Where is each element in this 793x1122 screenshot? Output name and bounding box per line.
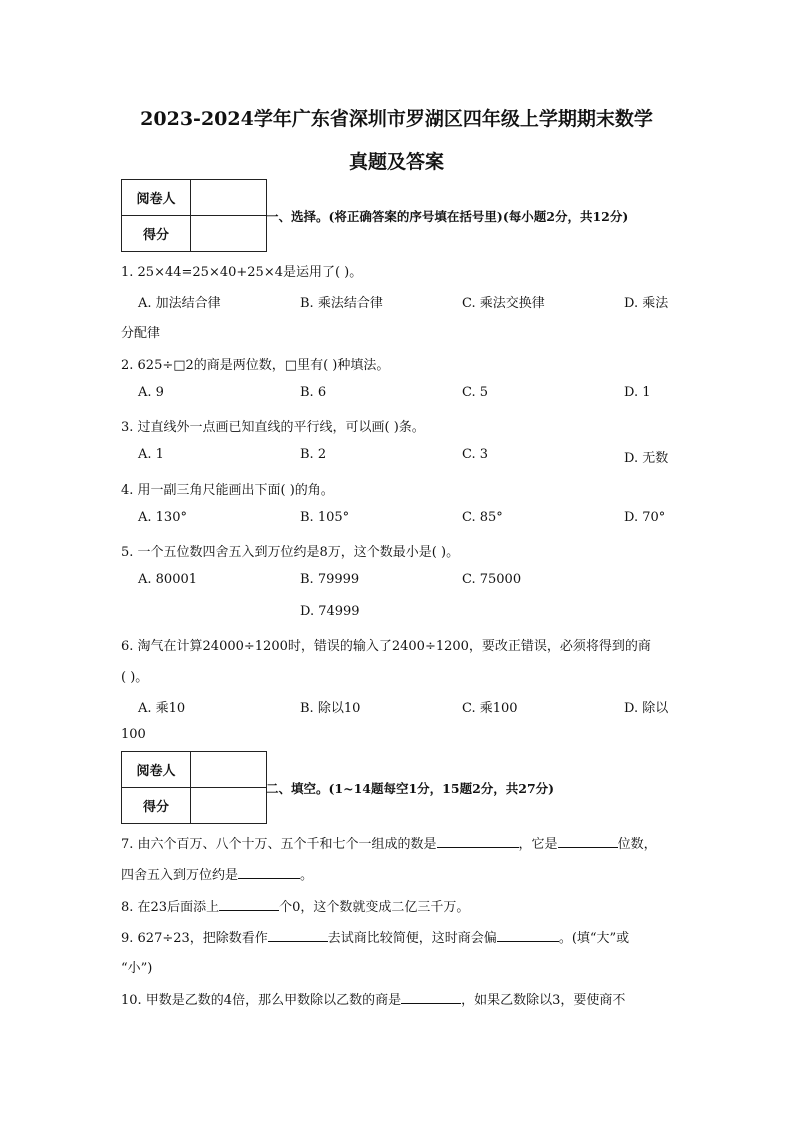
q9-blank-direction[interactable] [497,928,559,942]
score-label: 得分 [122,216,191,252]
q8-text-2: 个0，这个数就变成二亿三千万。 [279,900,470,915]
question-1-stem: 1. 25×44=25×40+25×4是运用了( )。 [121,265,363,280]
q1-option-a[interactable]: A. 加法结合律 [138,296,221,311]
question-5-stem: 5. 一个五位数四舍五入到万位约是8万，这个数最小是( )。 [121,545,460,560]
page-title-line2: 真题及答案 [348,151,444,173]
question-9-line2: “小”) [121,961,153,976]
q4-option-b[interactable]: B. 105° [300,510,350,525]
q6-option-d-cont: 100 [121,727,146,742]
q9-text-1: 9. 627÷23，把除数看作 [121,931,268,946]
question-6-stem-cont: ( )。 [121,670,149,685]
score-field[interactable] [191,788,267,824]
question-4-stem: 4. 用一副三角尺能画出下面( )的角。 [121,483,334,498]
q7-blank-rounded[interactable] [238,865,300,879]
q1-option-d[interactable]: D. 乘法 [624,296,669,311]
question-10 [121,989,625,1008]
score-label: 得分 [122,788,191,824]
q10-blank[interactable] [401,990,461,1004]
q7-text-1: 7. 由六个百万、八个十万、五个千和七个一组成的数是 [121,837,437,852]
q8-blank[interactable] [219,897,279,911]
page-title: 2023-2024学年广东省深圳市罗湖区四年级上学期期末数学 [140,108,653,130]
q4-option-c[interactable]: C. 85° [462,510,503,525]
q7-text-5: 。 [300,868,314,883]
q4-option-d[interactable]: D. 70° [624,510,666,525]
reader-field[interactable] [191,180,267,216]
q4-option-a[interactable]: A. 130° [138,510,187,525]
q6-option-c[interactable]: C. 乘100 [462,701,518,716]
q6-option-d[interactable]: D. 除以 [624,701,669,716]
q7-text-4: 四舍五入到万位约是 [121,868,239,883]
q3-option-c[interactable]: C. 3 [462,447,489,462]
q9-text-2: 去试商比较简便，这时商会偏 [327,931,497,946]
q7-text-2: ，它是 [518,837,558,852]
grading-box-1 [121,179,267,252]
score-field[interactable] [191,216,267,252]
q10-text-1: 10. 甲数是乙数的4倍，那么甲数除以乙数的商是 [121,993,402,1008]
q5-option-b[interactable]: B. 79999 [300,572,360,587]
q9-blank-divisor[interactable] [268,928,328,942]
q5-option-d[interactable]: D. 74999 [300,604,360,619]
question-7 [121,833,657,852]
q7-blank-digits[interactable] [558,834,618,848]
q7-text-3: 位数， [617,837,657,852]
section1-heading: 一、选择。(将正确答案的序号填在括号里)(每小题2分，共12分) [266,209,629,224]
question-8 [121,896,469,915]
q10-text-2: ，如果乙数除以3，要使商不 [461,993,626,1008]
q6-option-b[interactable]: B. 除以10 [300,701,361,716]
reader-label: 阅卷人 [122,752,191,788]
question-3-stem: 3. 过直线外一点画已知直线的平行线，可以画( )条。 [121,420,425,435]
question-6-stem: 6. 淘气在计算24000÷1200时，错误的输入了2400÷1200，要改正错误，必须将得到的商 [121,639,651,654]
q8-text-1: 8. 在23后面添上 [121,900,220,915]
q3-option-a[interactable]: A. 1 [138,447,164,462]
q2-option-b[interactable]: B. 6 [300,385,327,400]
reader-label: 阅卷人 [122,180,191,216]
q5-option-c[interactable]: C. 75000 [462,572,522,587]
q3-option-b[interactable]: B. 2 [300,447,327,462]
question-7-line2 [121,864,313,883]
q2-option-d[interactable]: D. 1 [624,385,651,400]
q2-option-c[interactable]: C. 5 [462,385,489,400]
q1-option-b[interactable]: B. 乘法结合律 [300,296,383,311]
q6-option-a[interactable]: A. 乘10 [138,701,186,716]
question-9 [121,927,629,946]
q5-option-a[interactable]: A. 80001 [138,572,198,587]
grading-box-2 [121,751,267,824]
q1-option-c[interactable]: C. 乘法交换律 [462,296,545,311]
section2-heading: 二、填空。(1~14题每空1分，15题2分，共27分) [266,781,555,796]
q2-option-a[interactable]: A. 9 [138,385,164,400]
q3-option-d[interactable]: D. 无数 [624,451,669,466]
q7-blank-number[interactable] [437,834,519,848]
q1-option-d-cont: 分配律 [121,326,161,341]
question-2-stem: 2. 625÷□2的商是两位数，□里有( )种填法。 [121,358,390,373]
q9-text-3: 。(填“大”或 [558,931,630,946]
reader-field[interactable] [191,752,267,788]
